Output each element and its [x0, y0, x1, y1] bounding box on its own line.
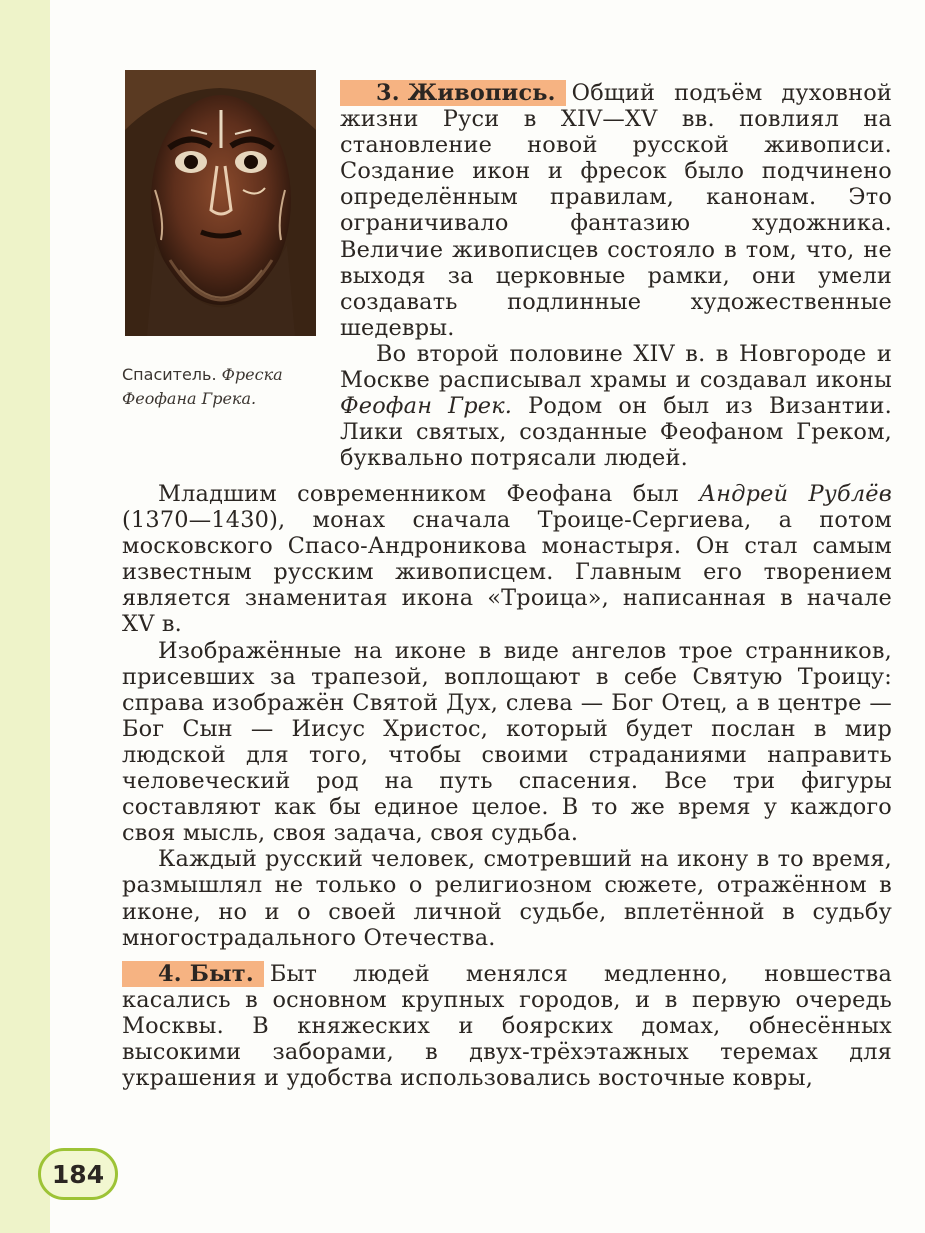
section3-body [122, 341, 892, 471]
section3-paragraph-1: 3. Живопись. Общий подъём духовной жизни Руси в XIV—XV вв. повлиял на становление новой русской живописи. Создание икон и фресок было подчинено определённым правилам, канонам. Это ограничивало фантазию художника. Величие живописцев состояло в том, что, не выходя за церковные рамки, они умели создавать подлинные художественные шедевры. [340, 80, 892, 341]
section4-paragraph-1: 4. Быт. Быт людей менялся медленно, новшества касались в основном крупных городов, и в первую очередь Москвы. В княжеских и боярских домах, обнесённых высокими заборами, в двух-трёхэтажных теремах для украшения и удобства использовались восточные ковры, [122, 960, 892, 1092]
section3-paragraph-5: Каждый русский человек, смотревший на икону в то время, размышлял не только о религиозном сюжете, отражённом в иконе, но и о своей личной судьбе, вплетённой в судьбу многострадального Отечества. [122, 846, 892, 951]
section3-paragraph-3: Младшим современником Феофана был Андрей Рублёв (1370—1430), монах сначала Троице-Сергиева, а потом московского Спасо-Андроникова монастыря. Он стал самым известным русским живописцем. Главным его творением является знаменитая икона «Троица», написанная в начале XV в. [122, 481, 892, 638]
caption-source: Фреска Феофана Грека. [122, 365, 283, 408]
caption-title: Спаситель. [122, 365, 217, 384]
section3-paragraph-4: Изображённые на иконе в виде ангелов трое странников, присевших за трапезой, воплощают в себе Святую Троицу: справа изображён Святой Дух, слева — Бог Отец, а в центре — Бог Сын — Иисус Христос, который будет послан в мир людской для того, чтобы своими страданиями направить человеческий род на путь спасения. Все три фигуры составляют как бы единое целое. В то же время у каждого своя мысль, своя задача, своя судьба. [122, 637, 892, 847]
section3-paragraph-2: Во второй половине XIV в. в Новгороде и Москве расписывал храмы и создавал иконы Феофан Грек. Родом он был из Византии. Лики святых, созданные Феофаном Греком, буквально потрясали людей. [340, 341, 892, 472]
section3-body-main [122, 481, 892, 1091]
section3-intro-column [340, 80, 892, 341]
name-feofan: Феофан Грек. [340, 393, 513, 420]
name-rublev: Андрей Рублёв [699, 481, 892, 507]
page-number-badge: 184 [38, 1148, 118, 1200]
section4-heading: 4. Быт. [122, 961, 264, 987]
section3-heading: 3. Живопись. [340, 80, 566, 106]
fresco-image-saviour [125, 70, 316, 336]
margin-strip [0, 0, 50, 1233]
